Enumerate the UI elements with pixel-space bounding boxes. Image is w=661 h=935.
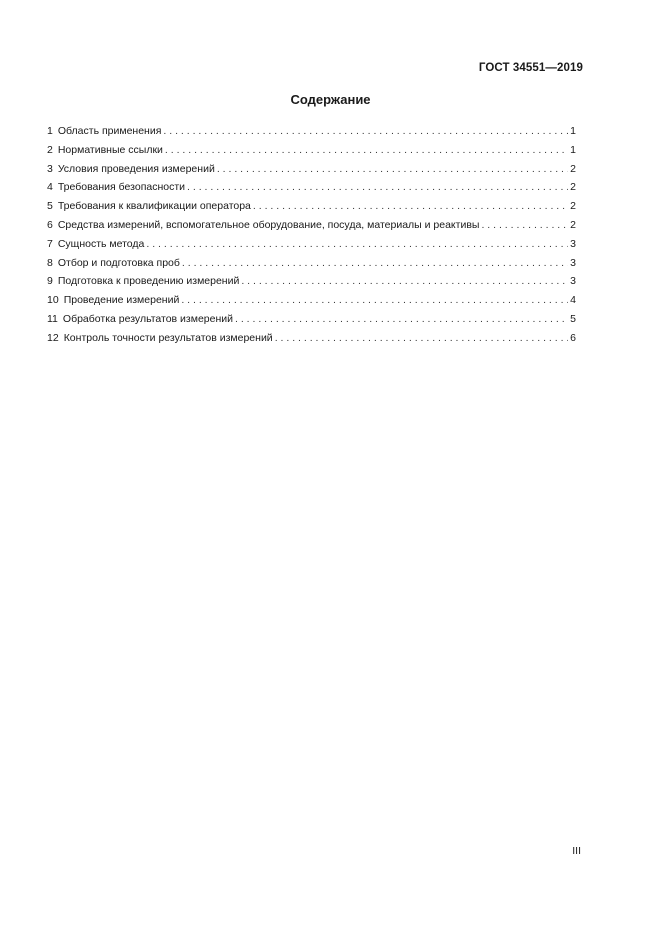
toc-item-page: 2 [570, 200, 576, 213]
document-code: ГОСТ 34551—2019 [478, 62, 583, 74]
toc-item-label: Нормативные ссылки [57, 143, 163, 156]
toc-item-number: 1 [47, 125, 53, 137]
toc-leader-dots [182, 254, 568, 273]
toc-item-label: Требования безопасности [57, 181, 186, 194]
toc-item-9[interactable] [47, 272, 576, 291]
toc-item-number: 8 [47, 256, 53, 269]
toc-item-number: 3 [47, 162, 53, 175]
toc-item-label: Условия проведения измерений [57, 162, 215, 175]
toc-item-1[interactable] [47, 122, 576, 141]
page-number: III [572, 845, 581, 857]
toc-item-label: Проведение измерений [63, 294, 180, 307]
toc-leader-dots [165, 141, 568, 160]
toc-item-5[interactable] [47, 197, 576, 216]
toc-item-label: Отбор и подготовка проб [57, 256, 180, 269]
toc-item-2[interactable] [47, 141, 576, 160]
toc-item-label: Сущность метода [57, 237, 145, 250]
toc-leader-dots [481, 216, 568, 235]
toc-item-number: 7 [47, 237, 53, 250]
toc-leader-dots [163, 122, 568, 141]
toc-item-label: Подготовка к проведению измерений [57, 275, 240, 288]
toc-item-page: 2 [570, 181, 576, 194]
toc-item-page: 5 [570, 312, 576, 325]
toc-item-10[interactable] [47, 291, 576, 310]
toc-item-number: 2 [47, 143, 53, 156]
toc-item-page: 3 [570, 237, 576, 250]
toc-item-label: Обработка результатов измерений [62, 312, 233, 325]
toc-item-3[interactable] [47, 160, 576, 179]
toc-item-page: 2 [570, 218, 576, 231]
toc-leader-dots [187, 178, 568, 197]
toc-leader-dots [217, 160, 568, 179]
toc-leader-dots [253, 197, 568, 216]
toc-item-label: Требования к квалификации оператора [57, 200, 251, 213]
toc-item-page: 1 [570, 125, 576, 137]
toc-item-label: Контроль точности результатов измерений [63, 331, 273, 344]
toc-item-page: 2 [570, 162, 576, 175]
toc-item-11[interactable] [47, 310, 576, 329]
toc-title: Содержание [290, 92, 371, 107]
toc-item-number: 5 [47, 200, 53, 213]
toc-item-label: Область применения [57, 125, 162, 137]
toc-item-7[interactable] [47, 235, 576, 254]
toc-leader-dots [241, 272, 568, 291]
toc-leader-dots [181, 291, 568, 310]
toc-item-number: 12 [47, 331, 59, 344]
toc-item-page: 6 [570, 331, 576, 344]
toc-item-number: 10 [47, 294, 59, 307]
toc-item-number: 4 [47, 181, 53, 194]
toc-item-page: 1 [570, 143, 576, 156]
toc-item-page: 3 [570, 256, 576, 269]
toc-leader-dots [146, 235, 568, 254]
toc-item-12[interactable] [47, 329, 576, 348]
toc-item-number: 6 [47, 218, 53, 231]
toc-leader-dots [235, 310, 568, 329]
toc-item-page: 4 [570, 294, 576, 307]
toc-item-4[interactable] [47, 178, 576, 197]
table-of-contents [47, 122, 576, 348]
toc-leader-dots [275, 329, 568, 348]
toc-item-8[interactable] [47, 254, 576, 273]
toc-item-label: Средства измерений, вспомогательное оборудование, посуда, материалы и реактивы [57, 218, 480, 231]
toc-item-page: 3 [570, 275, 576, 288]
toc-item-number: 11 [47, 312, 58, 325]
toc-item-number: 9 [47, 275, 53, 288]
toc-item-6[interactable] [47, 216, 576, 235]
